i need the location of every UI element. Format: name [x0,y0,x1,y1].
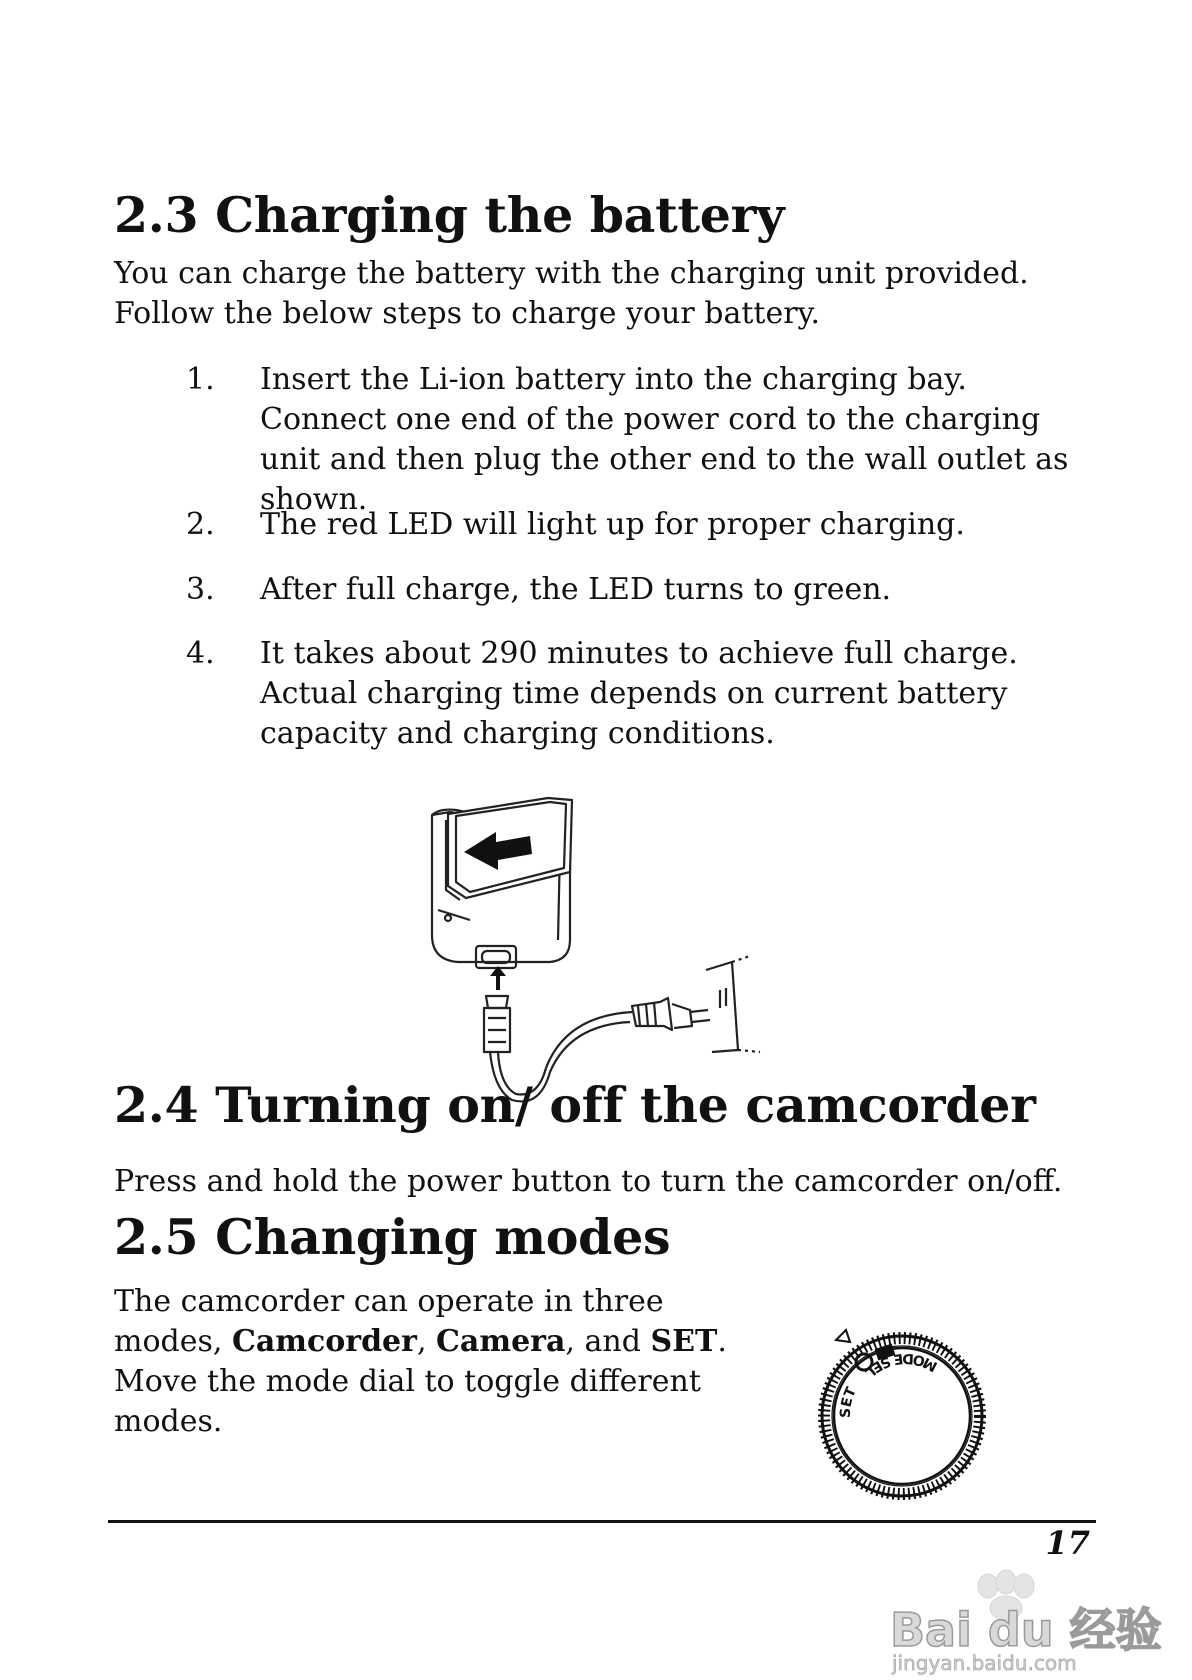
step-text: Insert the Li-ion battery into the charging bay. Connect one end of the power cord to the charging unit and then plug the other end to the wall outlet as shown. [260,362,1069,517]
dial-mode-sel-label: MODE SEL [861,1349,941,1381]
step-number: 1. [186,362,215,397]
modes-intro-before: The camcorder can operate in three modes, [114,1284,664,1359]
mode-dial-illustration [806,1318,994,1506]
power-intro: Press and hold the power button to turn the camcorder on/off. [114,1164,1063,1199]
step-number: 2. [186,507,215,542]
modes-intro-sep: , [416,1324,437,1359]
section-heading-charging: 2.3 Charging the battery [114,186,785,244]
step-text: After full charge, the LED turns to green. [260,572,892,607]
footer-rule [108,1520,1096,1523]
modes-intro [114,1282,774,1442]
modes-intro-sep: , and [565,1324,651,1359]
dial-set-label: SET [837,1384,860,1419]
mode-camcorder: Camcorder [231,1324,417,1359]
charging-intro: You can charge the battery with the charging unit provided. Follow the below steps to charge your battery. [114,256,1029,331]
modes-intro-after: . Move the mode dial to toggle different modes. [114,1324,727,1439]
step-text: The red LED will light up for proper charging. [260,507,965,542]
step-number: 3. [186,572,215,607]
section-heading-power: 2.4 Turning on/ off the camcorder [114,1076,1036,1134]
watermark-brand: Bai du 经验 [890,1603,1162,1657]
baidu-watermark [842,1556,1162,1675]
section-heading-modes: 2.5 Changing modes [114,1208,671,1266]
page-number: 17 [1045,1524,1090,1562]
mode-camera: Camera [436,1324,566,1359]
step-text: It takes about 290 minutes to achieve full charge. Actual charging time depends on current battery capacity and charging conditions. [260,636,1018,751]
watermark-url: jingyan.baidu.com [892,1651,1077,1675]
mode-set: SET [650,1324,718,1359]
charger-illustration [420,790,780,1100]
step-number: 4. [186,636,215,671]
